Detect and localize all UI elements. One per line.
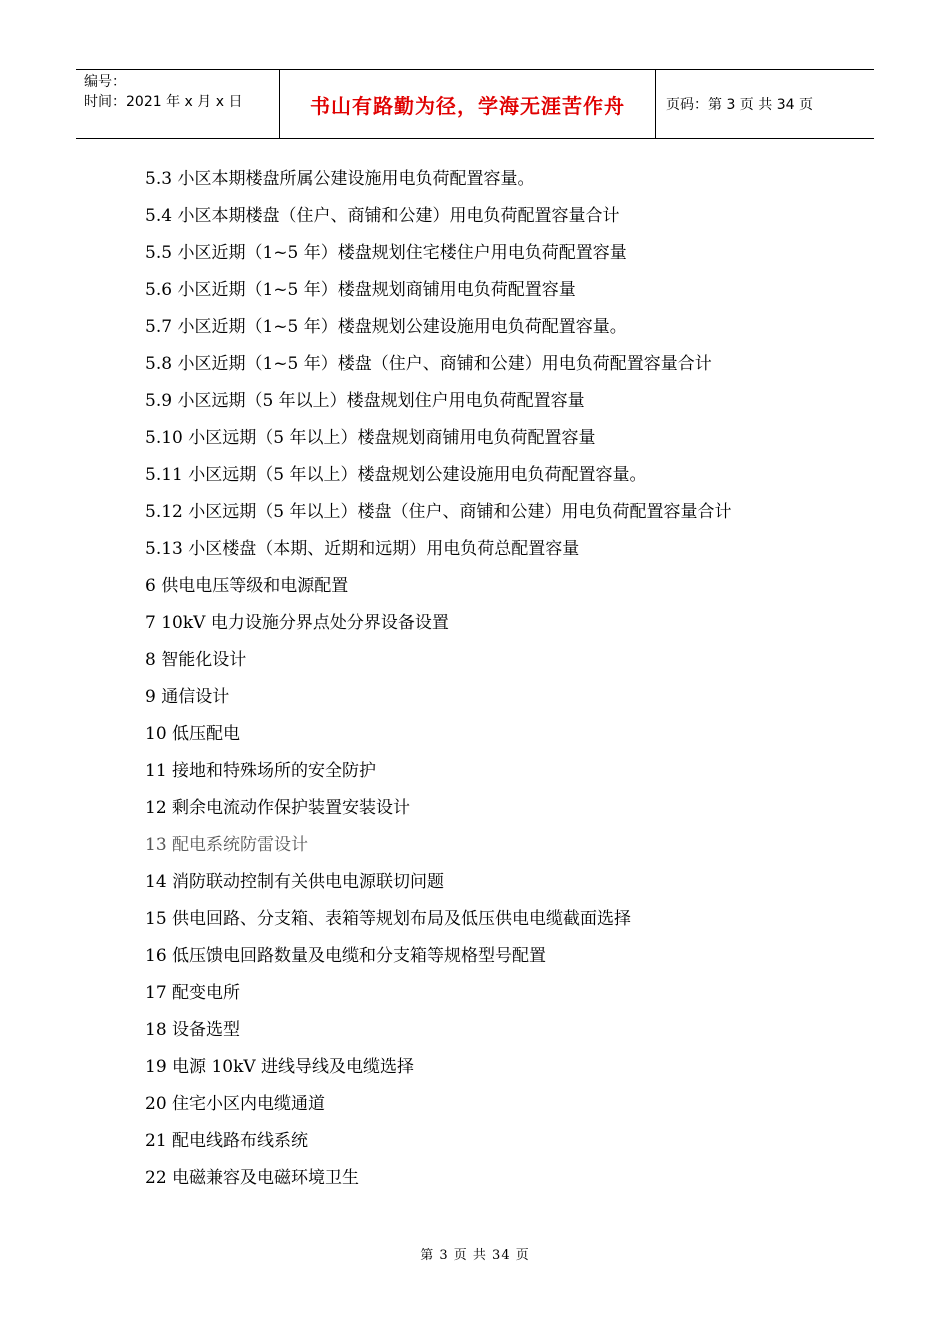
header-meta-cell [76, 70, 280, 138]
toc-item: 5.6 小区近期（1~5 年）楼盘规划商铺用电负荷配置容量 [145, 280, 576, 300]
toc-item: 12 剩余电流动作保护装置安装设计 [145, 798, 411, 818]
toc-item: 19 电源 10kV 进线导线及电缆选择 [145, 1057, 415, 1077]
page-header [76, 69, 874, 139]
toc-item: 10 低压配电 [145, 724, 241, 744]
toc-item: 8 智能化设计 [145, 650, 247, 670]
toc-item: 11 接地和特殊场所的安全防护 [145, 761, 377, 781]
table-of-contents [145, 162, 731, 1198]
toc-item: 14 消防联动控制有关供电电源联切问题 [145, 872, 445, 892]
toc-item: 20 住宅小区内电缆通道 [145, 1094, 326, 1114]
toc-item: 5.5 小区近期（1~5 年）楼盘规划住宅楼住户用电负荷配置容量 [145, 243, 627, 263]
toc-item: 5.13 小区楼盘（本期、近期和远期）用电负荷总配置容量 [145, 539, 580, 559]
toc-item: 6 供电电压等级和电源配置 [145, 576, 349, 596]
toc-item: 21 配电线路布线系统 [145, 1131, 309, 1151]
toc-item: 9 通信设计 [145, 687, 230, 707]
toc-item: 5.10 小区远期（5 年以上）楼盘规划商铺用电负荷配置容量 [145, 428, 596, 448]
toc-item: 13 配电系统防雷设计 [145, 835, 309, 855]
toc-item: 5.3 小区本期楼盘所属公建设施用电负荷配置容量。 [145, 169, 535, 189]
toc-item: 15 供电回路、分支箱、表箱等规划布局及低压供电电缆截面选择 [145, 909, 632, 929]
toc-item: 5.4 小区本期楼盘（住户、商铺和公建）用电负荷配置容量合计 [145, 206, 620, 226]
toc-item: 22 电磁兼容及电磁环境卫生 [145, 1168, 360, 1188]
header-page-label: 页码：第 3 页 共 34 页 [666, 97, 813, 113]
toc-item: 16 低压馈电回路数量及电缆和分支箱等规格型号配置 [145, 946, 547, 966]
header-motto: 书山有路勤为径，学海无涯苦作舟 [280, 70, 656, 138]
page-footer: 第 3 页 共 34 页 [420, 1248, 530, 1263]
toc-item: 5.11 小区远期（5 年以上）楼盘规划公建设施用电负荷配置容量。 [145, 465, 647, 485]
toc-item: 17 配变电所 [145, 983, 241, 1003]
toc-item: 5.7 小区近期（1~5 年）楼盘规划公建设施用电负荷配置容量。 [145, 317, 627, 337]
toc-item: 5.12 小区远期（5 年以上）楼盘（住户、商铺和公建）用电负荷配置容量合计 [145, 502, 732, 522]
document-number-label: 编号： [84, 74, 126, 90]
toc-item: 18 设备选型 [145, 1020, 241, 1040]
document-time-label: 时间：2021 年 x 月 x 日 [84, 94, 243, 110]
toc-item: 5.8 小区近期（1~5 年）楼盘（住户、商铺和公建）用电负荷配置容量合计 [145, 354, 712, 374]
toc-item: 5.9 小区远期（5 年以上）楼盘规划住户用电负荷配置容量 [145, 391, 585, 411]
toc-item: 7 10kV 电力设施分界点处分界设备设置 [145, 613, 449, 633]
